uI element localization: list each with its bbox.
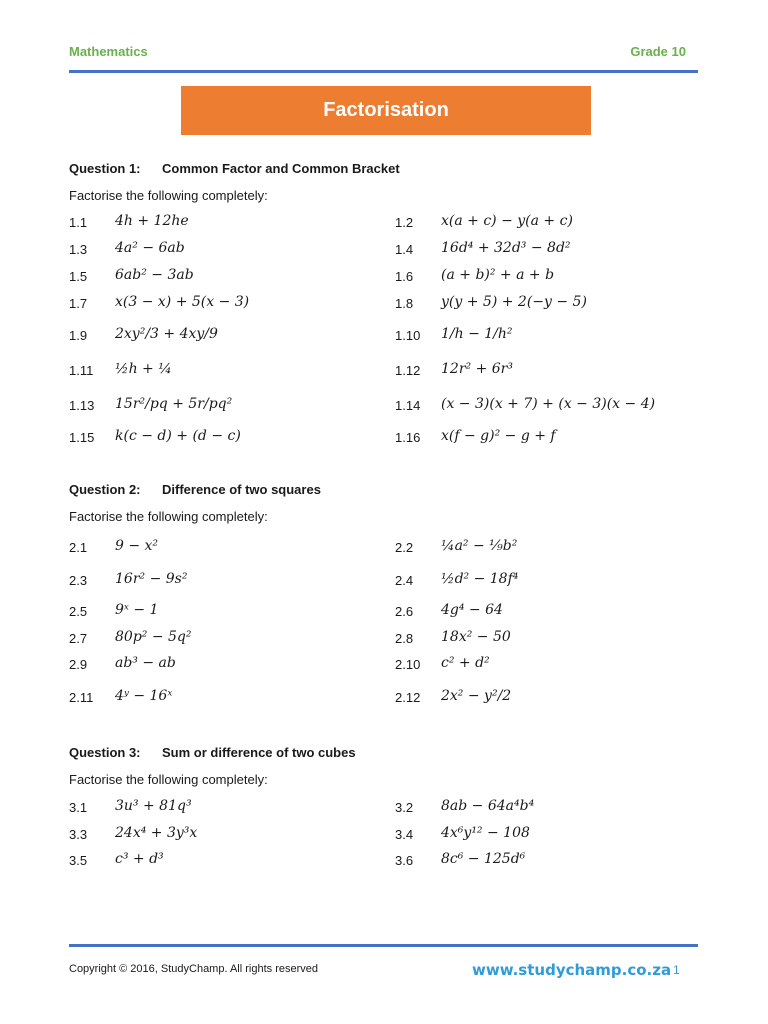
item-expression: 18x² − 50 bbox=[441, 629, 511, 645]
header-rule bbox=[69, 70, 698, 73]
item-number: 1.12 bbox=[395, 363, 421, 378]
item-number: 1.15 bbox=[69, 430, 95, 445]
item-expression: 3u³ + 81q³ bbox=[115, 798, 192, 814]
item-number: 2.8 bbox=[395, 631, 414, 646]
item-expression: 6ab² − 3ab bbox=[115, 267, 194, 283]
item-expression: ab³ − ab bbox=[115, 655, 176, 671]
item-expression: 4g⁴ − 64 bbox=[441, 602, 503, 618]
question-2-heading bbox=[69, 482, 321, 497]
question-title: Difference of two squares bbox=[162, 482, 321, 497]
item-number: 1.14 bbox=[395, 398, 421, 413]
item-expression: ½d² − 18f⁴ bbox=[441, 571, 519, 587]
item-expression: 12r² + 6r³ bbox=[441, 361, 513, 377]
item-number: 1.11 bbox=[69, 363, 94, 378]
item-expression: 16d⁴ + 32d³ − 8d² bbox=[441, 240, 571, 256]
item-expression: 9ˣ − 1 bbox=[115, 602, 159, 618]
item-number: 1.4 bbox=[395, 242, 414, 257]
item-number: 3.6 bbox=[395, 853, 414, 868]
question-1-heading bbox=[69, 161, 400, 176]
item-number: 2.6 bbox=[395, 604, 414, 619]
copyright-notice: Copyright © 2016, StudyChamp. All rights reserved bbox=[69, 963, 319, 975]
item-number: 1.5 bbox=[69, 269, 88, 284]
footer-rule bbox=[69, 944, 698, 947]
item-number: 2.3 bbox=[69, 573, 88, 588]
item-number: 2.2 bbox=[395, 540, 414, 555]
item-number: 1.16 bbox=[395, 430, 421, 445]
item-expression: 9 − x² bbox=[115, 538, 159, 554]
item-number: 2.5 bbox=[69, 604, 88, 619]
item-expression: 4h + 12he bbox=[115, 213, 189, 229]
item-expression: x(a + c) − y(a + c) bbox=[441, 213, 573, 229]
subject-label: Mathematics bbox=[69, 44, 148, 59]
item-number: 1.7 bbox=[69, 296, 88, 311]
item-expression: 16r² − 9s² bbox=[115, 571, 188, 587]
item-expression: x(3 − x) + 5(x − 3) bbox=[115, 294, 250, 310]
item-expression: 4ʸ − 16ˣ bbox=[115, 688, 173, 704]
question-2-instruction: Factorise the following completely: bbox=[69, 509, 268, 524]
question-number: Question 3: bbox=[69, 745, 141, 760]
item-number: 2.11 bbox=[69, 690, 94, 705]
item-expression: 80p² − 5q² bbox=[115, 629, 192, 645]
item-number: 1.9 bbox=[69, 328, 88, 343]
item-number: 2.10 bbox=[395, 657, 421, 672]
item-expression: x(f − g)² − g + f bbox=[441, 428, 556, 444]
question-1-instruction: Factorise the following completely: bbox=[69, 188, 268, 203]
item-number: 2.12 bbox=[395, 690, 421, 705]
item-expression: c² + d² bbox=[441, 655, 490, 671]
item-expression: 8c⁶ − 125d⁶ bbox=[441, 851, 526, 867]
item-expression: 2xy²/3 + 4xy/9 bbox=[115, 326, 218, 342]
item-expression: 24x⁴ + 3y³x bbox=[115, 825, 198, 841]
item-number: 1.1 bbox=[69, 215, 88, 230]
item-number: 3.2 bbox=[395, 800, 414, 815]
item-expression: (x − 3)(x + 7) + (x − 3)(x − 4) bbox=[441, 396, 656, 412]
item-number: 3.4 bbox=[395, 827, 414, 842]
item-number: 3.5 bbox=[69, 853, 88, 868]
item-number: 3.3 bbox=[69, 827, 88, 842]
question-number: Question 1: bbox=[69, 161, 141, 176]
page-number: 1 bbox=[673, 963, 680, 977]
item-number: 2.1 bbox=[69, 540, 88, 555]
item-expression: 4a² − 6ab bbox=[115, 240, 185, 256]
item-expression: 4x⁶y¹² − 108 bbox=[441, 825, 530, 841]
question-title: Sum or difference of two cubes bbox=[162, 745, 356, 760]
question-number: Question 2: bbox=[69, 482, 141, 497]
item-expression: 15r²/pq + 5r/pq² bbox=[115, 396, 233, 412]
item-expression: 8ab − 64a⁴b⁴ bbox=[441, 798, 535, 814]
question-3-heading bbox=[69, 745, 356, 760]
item-number: 1.2 bbox=[395, 215, 414, 230]
item-expression: 2x² − y²/2 bbox=[441, 688, 512, 704]
question-title: Common Factor and Common Bracket bbox=[162, 161, 400, 176]
page-title: Factorisation bbox=[181, 86, 591, 135]
item-expression: (a + b)² + a + b bbox=[441, 267, 555, 283]
item-number: 1.10 bbox=[395, 328, 421, 343]
item-expression: ½h + ¼ bbox=[115, 361, 172, 377]
item-number: 2.9 bbox=[69, 657, 88, 672]
item-number: 1.8 bbox=[395, 296, 414, 311]
website-link[interactable]: www.studychamp.co.za bbox=[472, 961, 672, 979]
item-expression: c³ + d³ bbox=[115, 851, 164, 867]
item-expression: y(y + 5) + 2(−y − 5) bbox=[441, 294, 587, 310]
item-number: 1.6 bbox=[395, 269, 414, 284]
item-number: 1.13 bbox=[69, 398, 95, 413]
item-expression: 1/h − 1/h² bbox=[441, 326, 513, 342]
item-number: 2.4 bbox=[395, 573, 414, 588]
item-number: 1.3 bbox=[69, 242, 88, 257]
grade-label: Grade 10 bbox=[630, 44, 686, 59]
question-3-instruction: Factorise the following completely: bbox=[69, 772, 268, 787]
item-expression: k(c − d) + (d − c) bbox=[115, 428, 241, 444]
item-number: 3.1 bbox=[69, 800, 88, 815]
item-expression: ¼a² − ⅑b² bbox=[441, 538, 518, 554]
item-number: 2.7 bbox=[69, 631, 88, 646]
